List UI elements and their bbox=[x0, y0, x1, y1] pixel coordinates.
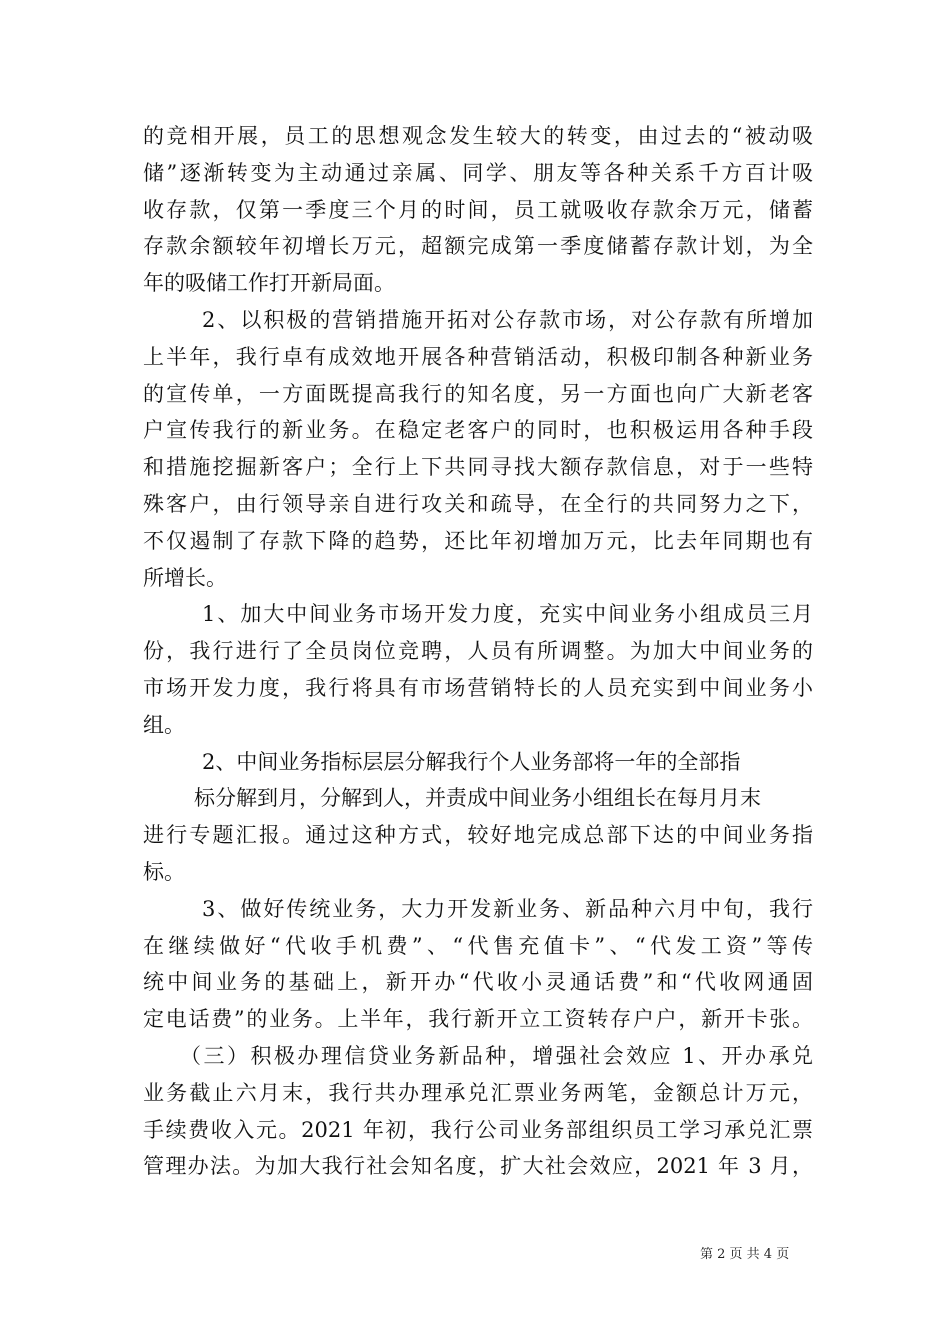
text-line: 组。 bbox=[143, 712, 185, 737]
text-line: 定电话费”的业务。上半年，我行新开立工资转存户户，新开卡张。 bbox=[143, 1007, 813, 1032]
text-line: 储”逐渐转变为主动通过亲属、同学、朋友等各种关系千方百计吸 bbox=[143, 160, 813, 185]
text-line: （三）积极办理信贷业务新品种，增强社会效应 1、开办承兑 bbox=[180, 1043, 813, 1068]
text-line: 殊客户，由行领导亲自进行攻关和疏导，在全行的共同努力之下， bbox=[143, 491, 813, 516]
text-line: 3、做好传统业务，大力开发新业务、新品种六月中旬，我行 bbox=[202, 896, 813, 921]
text-line: 管理办法。为加大我行社会知名度，扩大社会效应，2021 年 3 月， bbox=[143, 1154, 813, 1179]
text-line: 年的吸储工作打开新局面。 bbox=[143, 271, 395, 296]
text-line: 2、以积极的营销措施开拓对公存款市场，对公存款有所增加 bbox=[202, 307, 813, 332]
text-line: 户宣传我行的新业务。在稳定老客户的同时，也积极运用各种手段 bbox=[143, 418, 813, 443]
body-text bbox=[143, 118, 813, 1185]
text-line: 收存款，仅第一季度三个月的时间，员工就吸收存款余万元，储蓄 bbox=[143, 197, 813, 222]
text-line: 标分解到月，分解到人，并责成中间业务小组组长在每月月末 bbox=[194, 786, 761, 811]
text-line: 手续费收入元。2021 年初，我行公司业务部组织员工学习承兑汇票 bbox=[143, 1117, 813, 1142]
text-line: 存款余额较年初增长万元，超额完成第一季度储蓄存款计划，为全 bbox=[143, 234, 813, 259]
page-indicator: 第 2 页 共 4 页 bbox=[700, 1247, 790, 1262]
text-line: 1、加大中间业务市场开发力度，充实中间业务小组成员三月 bbox=[202, 602, 813, 627]
text-line: 业务截止六月末，我行共办理承兑汇票业务两笔，金额总计万元， bbox=[143, 1080, 813, 1105]
text-line: 的竞相开展，员工的思想观念发生较大的转变，由过去的“被动吸 bbox=[143, 124, 813, 148]
text-line: 市场开发力度，我行将具有市场营销特长的人员充实到中间业务小 bbox=[143, 675, 813, 700]
text-line: 份，我行进行了全员岗位竞聘，人员有所调整。为加大中间业务的 bbox=[143, 639, 813, 664]
text-line: 2、中间业务指标层层分解我行个人业务部将一年的全部指 bbox=[202, 749, 741, 774]
text-line: 进行专题汇报。通过这种方式，较好地完成总部下达的中间业务指 bbox=[143, 823, 813, 848]
text-line: 上半年，我行卓有成效地开展各种营销活动，积极印制各种新业务 bbox=[143, 344, 813, 369]
text-line: 和措施挖掘新客户；全行上下共同寻找大额存款信息，对于一些特 bbox=[143, 455, 813, 480]
text-line: 在继续做好“代收手机费”、“代售充值卡”、“代发工资”等传 bbox=[143, 933, 813, 958]
text-line: 不仅遏制了存款下降的趋势，还比年初增加万元，比去年同期也有 bbox=[143, 528, 813, 553]
text-line: 所增长。 bbox=[143, 565, 227, 590]
text-line: 统中间业务的基础上，新开办“代收小灵通话费”和“代收网通固 bbox=[143, 970, 813, 995]
text-line: 的宣传单，一方面既提高我行的知名度，另一方面也向广大新老客 bbox=[143, 381, 813, 406]
text-line: 标。 bbox=[143, 859, 185, 884]
